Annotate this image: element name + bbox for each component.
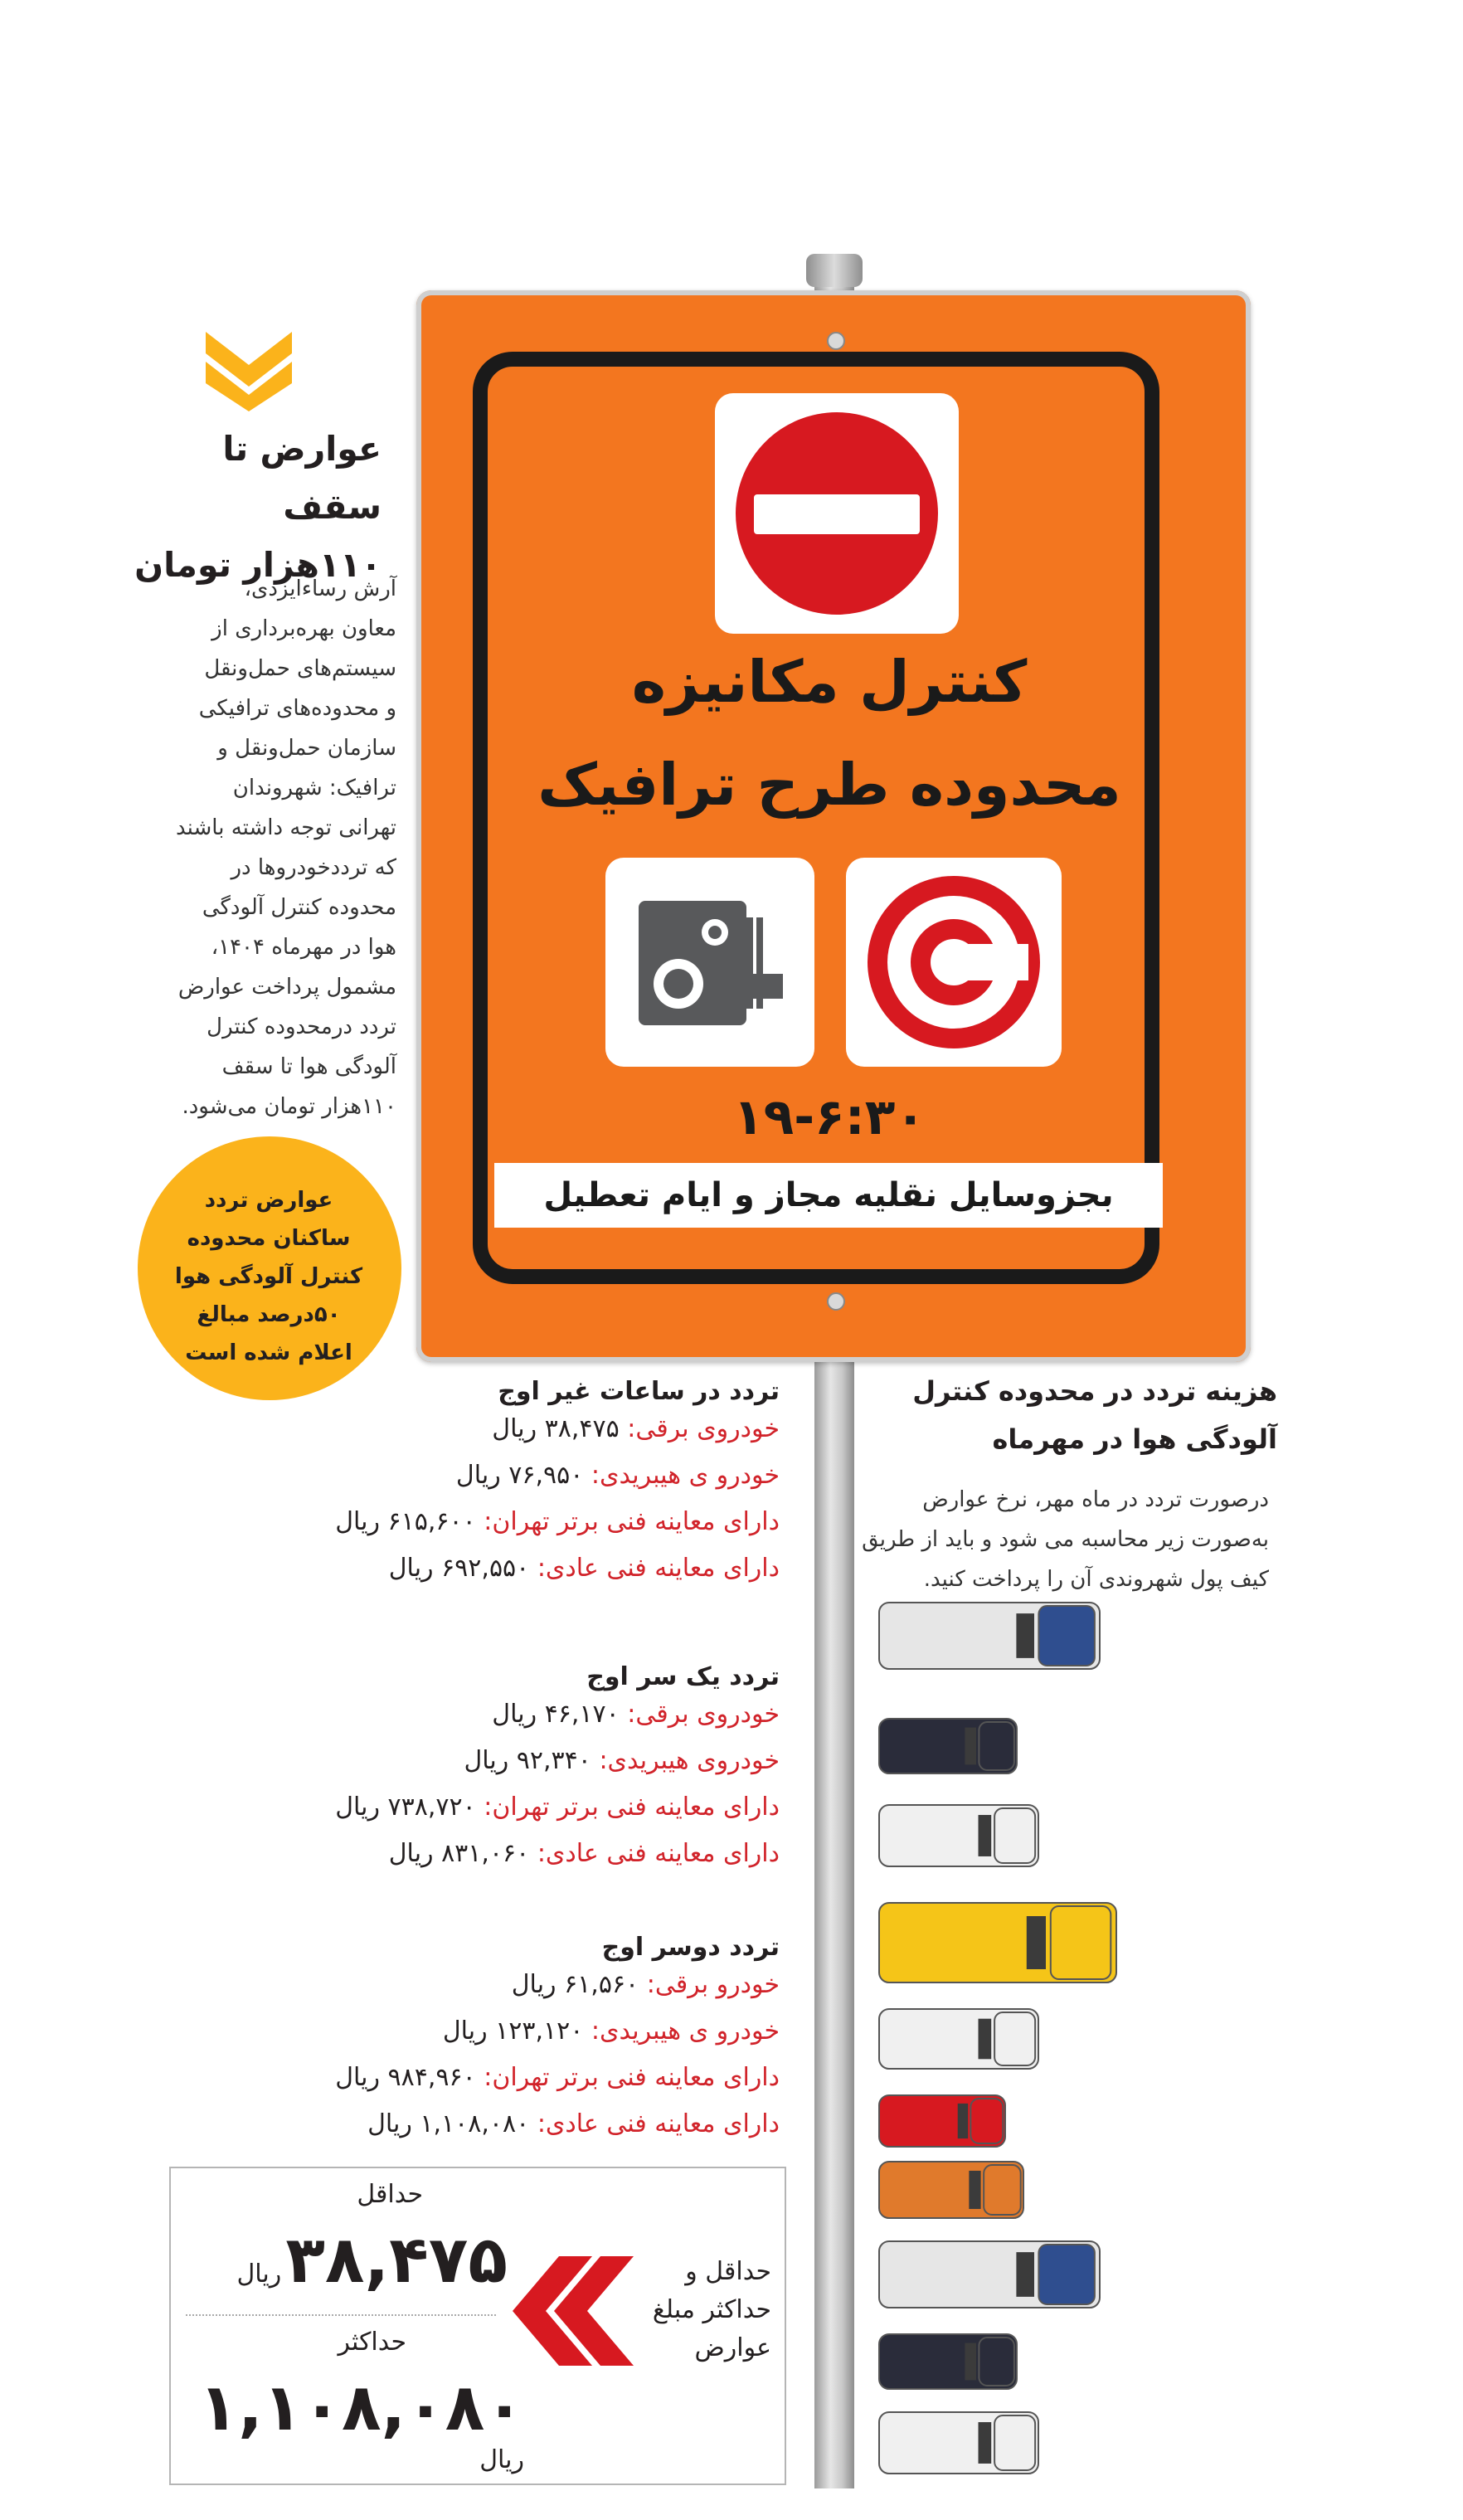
fee-value: ۹۸۴,۹۶۰ ریال <box>335 2063 476 2092</box>
no-entry-icon <box>715 393 959 634</box>
sign-pole-cap <box>806 254 863 287</box>
bus-icon <box>877 1901 1118 1987</box>
fee-label: دارای معاینه فنی عادی: <box>537 1554 780 1583</box>
fee-row <box>249 2055 780 2101</box>
fee-label: دارای معاینه فنی عادی: <box>537 1839 780 1868</box>
summary-caption <box>647 2253 771 2367</box>
circle-line: کنترل آلودگی هوا <box>174 1264 363 1289</box>
fee-label: دارای معاینه فنی برتر تهران: <box>484 2063 780 2092</box>
car-icon <box>877 1717 1018 1778</box>
max-value: ۱,۱۰۸,۰۸۰ <box>198 2371 524 2445</box>
no-entry-tile <box>715 393 959 634</box>
info-body-line: درصورت تردد در ماه مهر، نرخ عوارض <box>922 1487 1269 1512</box>
side-body-line: و محدوده‌های ترافیکی <box>198 696 396 721</box>
sign-time: ۱۹-۶:۳۰ <box>732 1088 926 1146</box>
fee-value: ۷۶,۹۵۰ ریال <box>455 1461 584 1490</box>
camera-tile <box>605 858 814 1067</box>
fee-label: دارای معاینه فنی برتر تهران: <box>484 1793 780 1822</box>
fee-section <box>249 1933 780 2148</box>
side-title-line1: عوارض تا سقف <box>222 429 382 527</box>
box-divider <box>186 2314 496 2316</box>
min-value: ۳۸,۴۷۵ <box>285 2223 508 2298</box>
side-body-line: مشمول پرداخت عوارض <box>177 975 396 1000</box>
side-body-line: سیستم‌های حمل‌ونقل <box>204 656 396 681</box>
sign-title-line1: کنترل مکانیزه <box>631 648 1028 716</box>
side-body-line: که تردد‌خودروها در <box>231 855 396 880</box>
highlight-circle-text <box>146 1181 391 1372</box>
fee-label: خودرو برقی: <box>646 1970 780 1999</box>
fee-value: ۶۱,۵۶۰ ریال <box>511 1970 639 1999</box>
max-amount <box>192 2371 524 2474</box>
truck-icon <box>877 2240 1101 2313</box>
car-icon <box>877 1803 1040 1871</box>
side-body-line: تردد درمحدوده کنترل <box>207 1014 396 1039</box>
side-body-line: هوا در مهرماه ۱۴۰۴، <box>211 935 396 960</box>
fee-value: ۶۱۵,۶۰۰ ریال <box>335 1507 476 1536</box>
congestion-tile <box>846 858 1062 1067</box>
car-icon <box>877 2333 1018 2394</box>
side-body-line: آلودگی هوا تا سقف <box>221 1054 396 1079</box>
fee-section-title: تردد دوسر اوج <box>601 1933 780 1962</box>
fee-label: خودرو ی هیبریدی: <box>591 1461 780 1490</box>
fee-label: دارای معاینه فنی برتر تهران: <box>484 1507 780 1536</box>
fee-row <box>249 1831 780 1877</box>
caption-line: عوارض <box>694 2333 771 2362</box>
fee-value: ۷۳۸,۷۲۰ ریال <box>335 1793 476 1822</box>
info-body-line: به‌صورت زیر محاسبه می شود و باید از طریق <box>862 1527 1269 1552</box>
fee-row <box>249 2008 780 2055</box>
bolt-icon <box>827 332 845 350</box>
min-amount <box>192 2223 508 2298</box>
sign-title-line2: محدوده طرح ترافیک <box>537 751 1121 819</box>
car-icon <box>877 2411 1040 2479</box>
info-title <box>846 1367 1277 1463</box>
truck-icon <box>877 2160 1025 2223</box>
side-body-line: سازمان حمل‌ونقل و <box>217 736 396 761</box>
circle-line: اعلام شده است <box>185 1340 352 1365</box>
fee-row <box>249 2101 780 2148</box>
speed-camera-icon <box>605 858 814 1067</box>
caption-line: حداکثر مبلغ <box>652 2295 771 2324</box>
fee-row <box>249 1406 780 1452</box>
bolt-icon <box>827 1292 845 1311</box>
side-body-line: تهرانی توجه داشته باشند <box>176 815 396 840</box>
circle-line: ساکنان محدوده <box>187 1226 351 1251</box>
fee-value: ۱,۱۰۸,۰۸۰ ریال <box>367 2109 530 2138</box>
fee-label: خودروی برقی: <box>627 1414 780 1443</box>
side-body <box>141 569 396 1126</box>
side-body-line: ترافیک: شهروندان <box>232 776 396 800</box>
side-title <box>124 420 382 594</box>
side-body-line: معاون بهره‌برداری از <box>211 616 396 641</box>
fee-row <box>249 1452 780 1499</box>
caption-line: حداقل و <box>685 2257 771 2286</box>
chevron-down-icon <box>206 325 292 415</box>
fee-row <box>249 1784 780 1831</box>
fee-label: خودروی هیبریدی: <box>599 1746 780 1775</box>
side-body-line: محدوده کنترل آلودگی <box>202 895 396 920</box>
min-label: حداقل <box>357 2180 423 2209</box>
car-icon <box>877 2094 1007 2152</box>
car-icon <box>877 2007 1040 2074</box>
side-body-line: آرش رساءایزدی، <box>244 576 396 601</box>
sign-exception: بجزوسایل نقلیه مجاز و ایام تعطیل <box>494 1163 1163 1228</box>
fee-section <box>249 1377 780 1592</box>
fee-section <box>249 1662 780 1877</box>
info-body-line: کیف پول شهروندی آن را پرداخت کنید. <box>923 1567 1269 1592</box>
fee-row <box>249 1545 780 1592</box>
circle-line: عوارض تردد <box>204 1188 333 1213</box>
congestion-charge-icon <box>846 858 1062 1067</box>
min-unit: ریال <box>236 2260 282 2289</box>
circle-line: ۵۰درصد مبالغ <box>197 1302 341 1327</box>
side-body-line: ۱۱۰هزار تومان می‌شود. <box>182 1094 396 1119</box>
fee-label: دارای معاینه فنی عادی: <box>537 2109 780 2138</box>
fee-row <box>249 1691 780 1738</box>
fee-label: خودروی برقی: <box>627 1700 780 1729</box>
info-title-line2: آلودگی هوا در مهرماه <box>992 1423 1277 1455</box>
fee-value: ۸۳۱,۰۶۰ ریال <box>388 1839 530 1868</box>
info-title-line1: هزینه تردد در محدوده کنترل <box>912 1375 1277 1407</box>
fee-row <box>249 1499 780 1545</box>
fee-value: ۹۲,۳۴۰ ریال <box>464 1746 591 1775</box>
fee-value: ۳۸,۴۷۵ ریال <box>492 1414 620 1443</box>
fee-value: ۶۹۲,۵۵۰ ریال <box>388 1554 530 1583</box>
fee-value: ۱۲۳,۱۲۰ ریال <box>442 2016 584 2046</box>
fee-row <box>249 1962 780 2008</box>
fee-row <box>249 1738 780 1784</box>
fee-section-title: تردد در ساعات غیر اوج <box>498 1377 780 1406</box>
double-chevron-left-icon <box>509 2256 634 2369</box>
fee-value: ۴۶,۱۷۰ ریال <box>492 1700 620 1729</box>
side-title-line2: ۱۱۰هزار تومان <box>134 545 382 585</box>
sign-title <box>514 630 1145 836</box>
max-label: حداکثر <box>338 2328 406 2357</box>
info-body <box>854 1480 1269 1599</box>
fee-label: خودرو ی هیبریدی: <box>591 2016 780 2046</box>
max-unit: ریال <box>479 2445 524 2474</box>
truck-icon <box>877 1601 1101 1674</box>
fee-section-title: تردد یک سر اوج <box>586 1662 780 1691</box>
